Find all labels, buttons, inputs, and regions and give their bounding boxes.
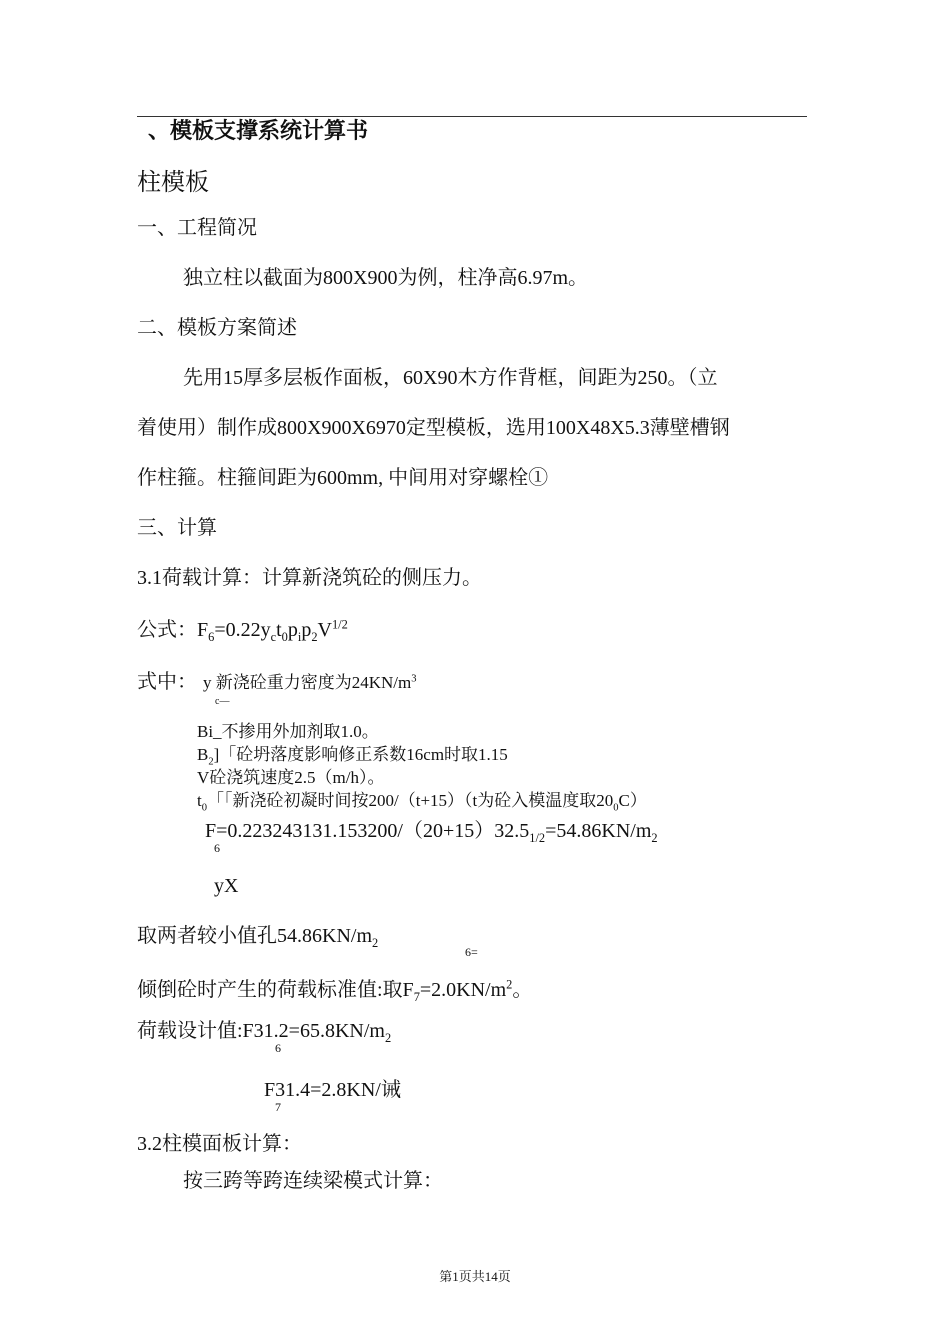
where-gamma-sup: 3 (411, 673, 417, 685)
dump-load (137, 977, 533, 1004)
formula-line (137, 617, 348, 644)
formula-t: t (276, 619, 282, 641)
calc-sub1: 1/2 (529, 831, 546, 845)
s3-heading: 三、计算 (137, 517, 217, 539)
formula-label: 公式： (137, 619, 197, 641)
section-heading: 柱模板 (137, 168, 209, 196)
dump-load-end: 。 (512, 979, 533, 1001)
calc-sub2: 2 (651, 831, 658, 845)
dump-load-prefix: 倾倒砼时产生的荷载标准值:取F (137, 979, 414, 1001)
s2-line2: 着使用）制作成800X900X6970定型模板，选用100X48X5.3薄壁槽钢 (137, 417, 730, 439)
formula-F-sub: 6 (208, 630, 215, 644)
t0-prefix: t (197, 791, 202, 810)
formula-p1: p (287, 619, 298, 641)
s2-heading: 二、模板方案简述 (137, 317, 297, 339)
yx-note: yX (214, 875, 239, 897)
formula-p2: p (301, 619, 312, 641)
where-gamma-text: y 新浇砼重力密度为24KN/m (203, 673, 412, 692)
beta2-rest: ]「砼坍落度影响修正系数16cm时取1.15 (213, 745, 508, 764)
formula-F: F (197, 619, 209, 641)
design-load-2-under: 7 (275, 1100, 281, 1114)
design-load-under: 6 (275, 1041, 281, 1055)
v-line: V砼浇筑速度2.5（m/h）。 (197, 768, 385, 787)
calc-line (205, 820, 658, 845)
page-footer: 第1页共14页 (439, 1269, 511, 1284)
formula-expr: =0.22y (214, 619, 271, 641)
beta2-prefix: B (197, 745, 209, 764)
formula-t-sub: 0 (281, 630, 288, 644)
where-gamma (203, 674, 417, 691)
design-load-2: F31.4=2.8KN/诫 (264, 1079, 401, 1101)
dump-load-mid: =2.0KN/m (419, 979, 507, 1001)
formula-p1-sub: i (297, 630, 302, 644)
take-smaller-note: 6= (465, 945, 478, 959)
design-load-sub: 2 (384, 1031, 392, 1045)
where-gamma-under: c— (215, 696, 230, 707)
beta2-line (197, 745, 508, 768)
t0-sub2: 0 (613, 802, 619, 814)
design-load-text: 荷载设计值:F31.2=65.8KN/m (137, 1020, 385, 1042)
s2-line1: 先用15厚多层板作面板，60X90木方作背框，间距为250。（立 (183, 367, 718, 389)
t0-sub: 0 (201, 802, 207, 814)
calc-mid: =54.86KN/m (545, 820, 652, 842)
t0-end: C） (618, 791, 647, 810)
dump-load-sub: 7 (413, 990, 420, 1004)
s1-body: 独立柱以截面为800X900为例，柱净高6.97m。 (183, 267, 588, 289)
where-label: 式中： (137, 671, 197, 693)
calc-main: F=0.223243131.153200/（20+15）32.5 (205, 820, 530, 842)
document-title: 、模板支撑系统计算书 (148, 119, 369, 144)
s2-line3: 作柱箍。柱箍间距为600mm, 中间用对穿螺栓① (137, 467, 549, 489)
calc-under: 6 (214, 841, 220, 855)
panel-heading: 3.2柱模面板计算： (137, 1133, 302, 1155)
take-smaller-text: 取两者较小值孔54.86KN/m (137, 925, 372, 947)
design-load (137, 1020, 392, 1045)
beta1-line: Bi_不掺用外加剂取1.0。 (197, 722, 379, 741)
formula-V-sup: 1/2 (331, 617, 348, 632)
t0-rest: 「「新浇砼初凝时间按200/（t+15）（t为砼入模温度取20 (207, 791, 614, 810)
header-rule (137, 116, 807, 117)
s1-heading: 一、工程简况 (137, 217, 257, 239)
take-smaller-sub: 2 (372, 936, 379, 950)
formula-y-sub: c (270, 630, 277, 644)
panel-body: 按三跨等跨连续梁模式计算： (183, 1170, 443, 1192)
formula-V: V (317, 619, 332, 641)
t0-line (197, 791, 647, 814)
dump-load-sup: 2 (506, 977, 513, 992)
load-heading: 3.1荷载计算：计算新浇筑砼的侧压力。 (137, 567, 482, 589)
take-smaller (137, 925, 379, 950)
formula-p2-sub: 2 (311, 630, 318, 644)
beta2-sub: 2 (208, 756, 214, 768)
